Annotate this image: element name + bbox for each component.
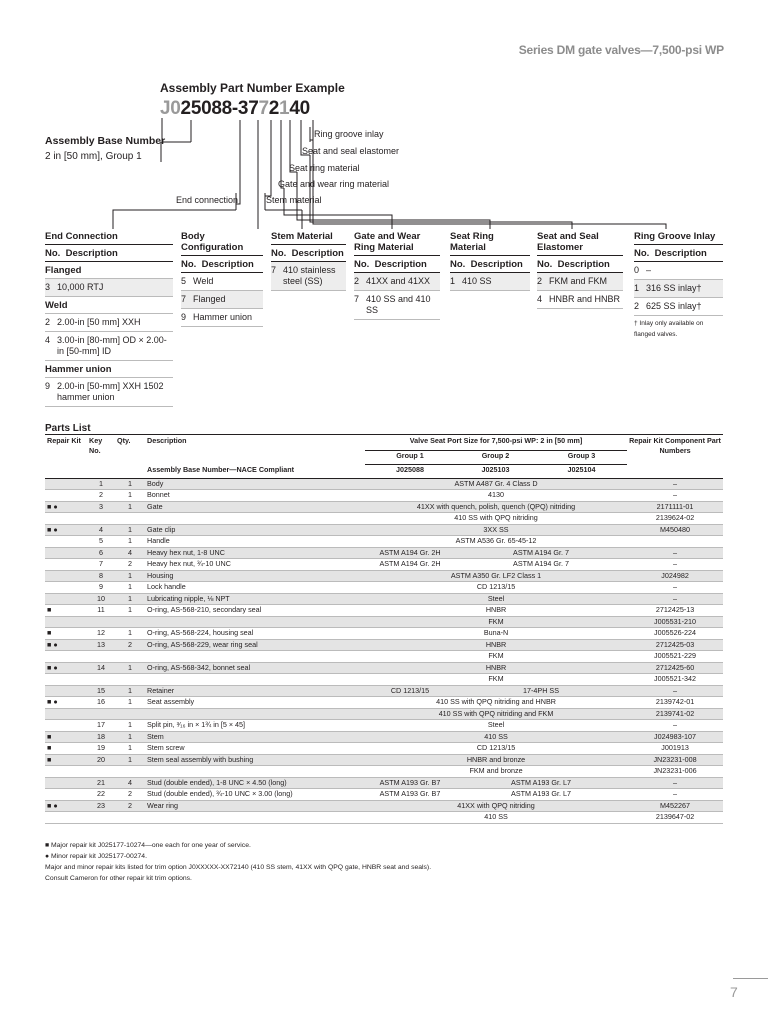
stem-material-col-headers: No. Description — [271, 245, 346, 262]
material-all-groups: HNBR — [365, 639, 627, 651]
part-description — [145, 651, 365, 663]
quantity: 1 — [115, 720, 145, 732]
repair-kit-part-number: 2139741-02 — [627, 708, 723, 720]
repair-kit-part-number: M452267 — [627, 800, 723, 812]
repair-kit-part-number: – — [627, 720, 723, 732]
parts-row — [45, 697, 723, 709]
seat-seal-row: 2 FKM and FKM — [537, 273, 623, 291]
repair-kit-part-number: 2139742-01 — [627, 697, 723, 709]
parts-row — [45, 616, 723, 628]
gate-wear-ring-row: 2 41XX and 41XX — [354, 273, 440, 291]
parts-row — [45, 570, 723, 582]
col-description: Description — [147, 436, 187, 445]
repair-kit-marker — [45, 777, 87, 789]
material-all-groups: FKM — [365, 651, 627, 663]
col-repair-kit: Repair Kit — [47, 436, 81, 445]
callout-seat-ring: Seat ring material — [289, 163, 360, 173]
col-valve-seat-port: Valve Seat Port Size for 7,500-psi WP: 2 in [50 mm] — [365, 436, 627, 451]
part-description: Body — [145, 478, 365, 490]
repair-kit-marker: ■ ● — [45, 524, 87, 536]
quantity: 1 — [115, 685, 145, 697]
part-number-example-heading: Assembly Part Number Example — [160, 81, 345, 95]
repair-kit-marker: ■ ● — [45, 501, 87, 513]
quantity — [115, 651, 145, 663]
end-connection-col-headers: No. Description — [45, 245, 173, 262]
quantity — [115, 616, 145, 628]
repair-kit-marker — [45, 559, 87, 571]
material-all-groups: CD 1213/15 — [365, 743, 627, 755]
quantity: 1 — [115, 662, 145, 674]
parts-row — [45, 812, 723, 824]
parts-row — [45, 582, 723, 594]
parts-row — [45, 685, 723, 697]
quantity: 1 — [115, 490, 145, 502]
callout-ring-groove: Ring groove inlay — [314, 129, 384, 139]
base-number-label: Assembly Base Number — [45, 135, 166, 147]
repair-kit-part-number: – — [627, 490, 723, 502]
material-all-groups: 410 SS with QPQ nitriding and HNBR — [365, 697, 627, 709]
key-number: 22 — [87, 789, 115, 801]
body-configuration-title: Body Configuration — [181, 231, 263, 256]
parts-row — [45, 524, 723, 536]
part-description: Stud (double ended), ¾-10 UNC × 3.00 (long) — [145, 789, 365, 801]
callout-gate-wear: Gate and wear ring material — [278, 179, 390, 189]
parts-row — [45, 536, 723, 548]
key-number: 6 — [87, 547, 115, 559]
material-all-groups: CD 1213/15 — [365, 582, 627, 594]
seat-ring-title: Seat Ring Material — [450, 231, 530, 256]
material-group-1: ASTM A194 Gr. 2H — [365, 547, 455, 559]
key-number: 18 — [87, 731, 115, 743]
key-number: 23 — [87, 800, 115, 812]
material-all-groups: 3XX SS — [365, 524, 627, 536]
material-all-groups: FKM and bronze — [365, 766, 627, 778]
quantity: 1 — [115, 743, 145, 755]
part-number-segment: J0 — [160, 98, 181, 119]
parts-list-table — [45, 436, 723, 824]
footnote-major-kit: ■ Major repair kit J025177-10274—one each for one year of service. — [45, 842, 251, 849]
key-number: 4 — [87, 524, 115, 536]
part-description: Heavy hex nut, ¾-10 UNC — [145, 559, 365, 571]
key-number: 10 — [87, 593, 115, 605]
repair-kit-part-number: J024983-107 — [627, 731, 723, 743]
base-number-row-label: Assembly Base Number—NACE Compliant — [145, 465, 365, 479]
key-number: 8 — [87, 570, 115, 582]
quantity: 1 — [115, 593, 145, 605]
part-description — [145, 674, 365, 686]
repair-kit-part-number: 2712425-03 — [627, 639, 723, 651]
repair-kit-part-number: JN23231-008 — [627, 754, 723, 766]
repair-kit-marker: ■ — [45, 754, 87, 766]
part-description: Lock handle — [145, 582, 365, 594]
repair-kit-marker — [45, 766, 87, 778]
key-number: 9 — [87, 582, 115, 594]
parts-row — [45, 662, 723, 674]
key-number: 2 — [87, 490, 115, 502]
repair-kit-part-number: 2712425-60 — [627, 662, 723, 674]
repair-kit-part-number: 2139624-02 — [627, 513, 723, 525]
col-repair-kit-component: Repair Kit Component Part Numbers — [629, 436, 721, 455]
stem-material-title: Stem Material — [271, 231, 346, 245]
part-number-segment: 1 — [279, 98, 290, 119]
material-group-1: ASTM A193 Gr. B7 — [365, 777, 455, 789]
material-all-groups: HNBR and bronze — [365, 754, 627, 766]
material-all-groups: Steel — [365, 720, 627, 732]
material-all-groups: FKM — [365, 674, 627, 686]
parts-row — [45, 490, 723, 502]
material-all-groups: Steel — [365, 593, 627, 605]
base-number-value: 2 in [50 mm], Group 1 — [45, 151, 142, 162]
key-number: 21 — [87, 777, 115, 789]
part-number-segment: 7 — [258, 98, 269, 119]
part-description: O-ring, AS-568-229, wear ring seal — [145, 639, 365, 651]
material-all-groups: 41XX with quench, polish, quench (QPQ) nitriding — [365, 501, 627, 513]
quantity: 2 — [115, 800, 145, 812]
repair-kit-part-number: – — [627, 547, 723, 559]
material-all-groups: 4130 — [365, 490, 627, 502]
series-title: Series DM gate valves—7,500-psi WP — [518, 43, 724, 57]
end-connection-title: End Connection — [45, 231, 173, 245]
end-connection-table — [45, 231, 173, 407]
repair-kit-marker — [45, 490, 87, 502]
quantity: 1 — [115, 605, 145, 617]
repair-kit-part-number: 2171111-01 — [627, 501, 723, 513]
part-description: Stem screw — [145, 743, 365, 755]
part-number-segment: 3 — [237, 98, 249, 119]
part-description — [145, 616, 365, 628]
gate-wear-ring-title: Gate and Wear Ring Material — [354, 231, 440, 256]
material-group-2-3: ASTM A193 Gr. L7 — [455, 777, 627, 789]
key-number — [87, 812, 115, 824]
parts-row — [45, 777, 723, 789]
parts-row — [45, 731, 723, 743]
parts-row — [45, 651, 723, 663]
part-description: Heavy hex nut, 1-8 UNC — [145, 547, 365, 559]
repair-kit-marker — [45, 582, 87, 594]
part-number-segment: 4 — [289, 98, 300, 119]
seat-seal-row: 4 HNBR and HNBR — [537, 291, 623, 309]
footnote-minor-kit: ● Minor repair kit J025177-00274. — [45, 853, 147, 860]
repair-kit-marker: ■ ● — [45, 697, 87, 709]
repair-kit-part-number: – — [627, 593, 723, 605]
parts-row — [45, 605, 723, 617]
part-description: Bonnet — [145, 490, 365, 502]
repair-kit-part-number: JN23231-006 — [627, 766, 723, 778]
part-description — [145, 812, 365, 824]
repair-kit-marker — [45, 616, 87, 628]
repair-kit-part-number: – — [627, 559, 723, 571]
quantity — [115, 766, 145, 778]
repair-kit-marker: ■ ● — [45, 639, 87, 651]
parts-row — [45, 754, 723, 766]
ring-groove-title: Ring Groove Inlay — [634, 231, 723, 245]
part-description: O-ring, AS-568-210, secondary seal — [145, 605, 365, 617]
quantity: 1 — [115, 582, 145, 594]
quantity: 1 — [115, 731, 145, 743]
part-number-segment: 0 — [299, 98, 310, 119]
key-number: 12 — [87, 628, 115, 640]
part-number-segment: 25088 — [180, 98, 232, 119]
quantity: 4 — [115, 547, 145, 559]
quantity: 1 — [115, 570, 145, 582]
material-all-groups: ASTM A536 Gr. 65-45-12 — [365, 536, 627, 548]
parts-list-rule — [45, 434, 723, 435]
base-number-group-1: J025088 — [365, 465, 455, 479]
repair-kit-marker — [45, 720, 87, 732]
part-description: Lubricating nipple, ⅛ NPT — [145, 593, 365, 605]
parts-row — [45, 501, 723, 513]
col-group-1: Group 1 — [365, 451, 455, 465]
col-group-2: Group 2 — [455, 451, 536, 465]
seat-ring-table — [450, 231, 530, 291]
key-number — [87, 616, 115, 628]
quantity: 1 — [115, 754, 145, 766]
repair-kit-part-number: 2139647-02 — [627, 812, 723, 824]
material-group-1: ASTM A193 Gr. B7 — [365, 789, 455, 801]
footnote-consult: Consult Cameron for other repair kit trim options. — [45, 875, 192, 882]
key-number — [87, 674, 115, 686]
stem-material-row: 7 410 stainless steel (SS) — [271, 262, 346, 291]
repair-kit-marker — [45, 513, 87, 525]
part-description — [145, 766, 365, 778]
parts-row — [45, 559, 723, 571]
key-number: 1 — [87, 478, 115, 490]
parts-row — [45, 720, 723, 732]
material-all-groups: ASTM A350 Gr. LF2 Class 1 — [365, 570, 627, 582]
material-group-1: CD 1213/15 — [365, 685, 455, 697]
repair-kit-part-number: – — [627, 777, 723, 789]
repair-kit-part-number: – — [627, 582, 723, 594]
key-number: 7 — [87, 559, 115, 571]
parts-row — [45, 800, 723, 812]
repair-kit-marker — [45, 789, 87, 801]
parts-row — [45, 593, 723, 605]
repair-kit-marker: ■ — [45, 743, 87, 755]
key-number: 19 — [87, 743, 115, 755]
repair-kit-marker — [45, 536, 87, 548]
part-description — [145, 708, 365, 720]
material-group-2-3: 17-4PH SS — [455, 685, 627, 697]
footnote-trim-option: Major and minor repair kits listed for trim option J0XXXXX-XX72140 (410 SS stem, 41XX with QPQ gate, HNBR seat and seals). — [45, 864, 432, 871]
parts-row — [45, 743, 723, 755]
stem-material-table — [271, 231, 346, 291]
material-all-groups: HNBR — [365, 605, 627, 617]
ring-groove-col-headers: No. Description — [634, 245, 723, 262]
key-number — [87, 651, 115, 663]
footnotes — [45, 840, 431, 884]
key-number — [87, 708, 115, 720]
part-description: Wear ring — [145, 800, 365, 812]
gate-wear-ring-row: 7 410 SS and 410 SS — [354, 291, 440, 320]
repair-kit-marker — [45, 651, 87, 663]
key-number: 17 — [87, 720, 115, 732]
repair-kit-marker — [45, 812, 87, 824]
material-group-1: ASTM A194 Gr. 2H — [365, 559, 455, 571]
quantity: 1 — [115, 628, 145, 640]
gate-wear-ring-table — [354, 231, 440, 320]
repair-kit-part-number: M450480 — [627, 524, 723, 536]
quantity: 1 — [115, 501, 145, 513]
ring-groove-table — [634, 231, 723, 340]
repair-kit-part-number — [627, 536, 723, 548]
part-description: O-ring, AS-568-342, bonnet seal — [145, 662, 365, 674]
end-connection-row: 9 2.00-in [50-mm] XXH 1502 hammer union — [45, 378, 173, 407]
end-connection-group: Weld — [45, 297, 173, 314]
page-number: 7 — [730, 984, 738, 1000]
repair-kit-marker: ■ — [45, 731, 87, 743]
part-description: Split pin, ³⁄₁₆ in × 1¾ in [5 × 45] — [145, 720, 365, 732]
quantity — [115, 674, 145, 686]
repair-kit-part-number: – — [627, 685, 723, 697]
parts-list-title: Parts List — [45, 423, 91, 434]
material-all-groups: Buna-N — [365, 628, 627, 640]
repair-kit-part-number: J005521-229 — [627, 651, 723, 663]
key-number: 11 — [87, 605, 115, 617]
body-configuration-row: 7 Flanged — [181, 291, 263, 309]
base-number-group-2: J025103 — [455, 465, 536, 479]
quantity — [115, 708, 145, 720]
seat-ring-col-headers: No. Description — [450, 256, 530, 273]
material-all-groups: ASTM A487 Gr. 4 Class D — [365, 478, 627, 490]
part-description: Stem — [145, 731, 365, 743]
body-configuration-col-headers: No. Description — [181, 256, 263, 273]
seat-ring-row: 1 410 SS — [450, 273, 530, 291]
end-connection-row: 3 10,000 RTJ — [45, 279, 173, 297]
part-number-segment: 2 — [268, 98, 280, 119]
part-description: Housing — [145, 570, 365, 582]
body-configuration-row: 5 Weld — [181, 273, 263, 291]
repair-kit-part-number: – — [627, 478, 723, 490]
quantity — [115, 513, 145, 525]
ring-groove-row: 1 316 SS inlay† — [634, 280, 723, 298]
body-configuration-table — [181, 231, 263, 327]
gate-wear-ring-col-headers: No. Description — [354, 256, 440, 273]
repair-kit-marker — [45, 547, 87, 559]
quantity: 1 — [115, 697, 145, 709]
repair-kit-part-number: J005521-342 — [627, 674, 723, 686]
part-description: O-ring, AS-568-224, housing seal — [145, 628, 365, 640]
repair-kit-part-number: 2712425-13 — [627, 605, 723, 617]
key-number: 5 — [87, 536, 115, 548]
part-description: Seat assembly — [145, 697, 365, 709]
repair-kit-part-number: J005531-210 — [627, 616, 723, 628]
material-all-groups: 410 SS — [365, 731, 627, 743]
repair-kit-marker: ■ — [45, 628, 87, 640]
part-description — [145, 513, 365, 525]
part-number-segment: 7 — [248, 98, 259, 119]
material-group-2-3: ASTM A194 Gr. 7 — [455, 547, 627, 559]
ring-groove-row: 2 625 SS inlay† — [634, 298, 723, 316]
key-number: 15 — [87, 685, 115, 697]
end-connection-group: Flanged — [45, 262, 173, 279]
key-number: 16 — [87, 697, 115, 709]
callout-seat-seal: Seat and seal elastomer — [302, 146, 400, 156]
end-connection-row: 2 2.00-in [50 mm] XXH — [45, 314, 173, 332]
end-connection-group: Hammer union — [45, 361, 173, 378]
repair-kit-marker — [45, 685, 87, 697]
quantity: 1 — [115, 536, 145, 548]
repair-kit-marker — [45, 478, 87, 490]
parts-row — [45, 708, 723, 720]
parts-row — [45, 766, 723, 778]
col-group-3: Group 3 — [536, 451, 627, 465]
end-connection-row: 4 3.00-in [80-mm] OD × 2.00-in [50-mm] ID — [45, 332, 173, 361]
quantity: 2 — [115, 639, 145, 651]
ring-groove-row: 0 – — [634, 262, 723, 280]
material-all-groups: HNBR — [365, 662, 627, 674]
seat-seal-table — [537, 231, 623, 309]
col-key-no: Key No. — [89, 436, 103, 455]
callout-stem: Stem material — [266, 195, 322, 205]
repair-kit-part-number: J024982 — [627, 570, 723, 582]
seat-seal-title: Seat and Seal Elastomer — [537, 231, 623, 256]
repair-kit-marker — [45, 570, 87, 582]
parts-row — [45, 478, 723, 490]
parts-row — [45, 674, 723, 686]
key-number: 3 — [87, 501, 115, 513]
key-number: 14 — [87, 662, 115, 674]
seat-seal-col-headers: No. Description — [537, 256, 623, 273]
repair-kit-marker — [45, 674, 87, 686]
key-number: 13 — [87, 639, 115, 651]
part-description: Gate — [145, 501, 365, 513]
material-all-groups: 41XX with QPQ nitriding — [365, 800, 627, 812]
part-description: Stem seal assembly with bushing — [145, 754, 365, 766]
repair-kit-part-number: – — [627, 789, 723, 801]
key-number: 20 — [87, 754, 115, 766]
page-number-rule — [733, 978, 768, 979]
parts-row — [45, 547, 723, 559]
repair-kit-part-number: J005526-224 — [627, 628, 723, 640]
material-group-2-3: ASTM A194 Gr. 7 — [455, 559, 627, 571]
material-all-groups: 410 SS — [365, 812, 627, 824]
part-description: Handle — [145, 536, 365, 548]
repair-kit-marker: ■ ● — [45, 800, 87, 812]
parts-row — [45, 789, 723, 801]
material-all-groups: FKM — [365, 616, 627, 628]
parts-row — [45, 628, 723, 640]
quantity: 1 — [115, 524, 145, 536]
key-number — [87, 513, 115, 525]
parts-row — [45, 513, 723, 525]
quantity — [115, 812, 145, 824]
material-all-groups: 410 SS with QPQ nitriding and FKM — [365, 708, 627, 720]
quantity: 4 — [115, 777, 145, 789]
repair-kit-marker: ■ — [45, 605, 87, 617]
repair-kit-marker: ■ ● — [45, 662, 87, 674]
part-description: Stud (double ended), 1-8 UNC × 4.50 (long) — [145, 777, 365, 789]
body-configuration-row: 9 Hammer union — [181, 309, 263, 327]
key-number — [87, 766, 115, 778]
base-number-group-3: J025104 — [536, 465, 627, 479]
quantity: 2 — [115, 789, 145, 801]
col-qty: Qty. — [117, 436, 131, 445]
material-group-2-3: ASTM A193 Gr. L7 — [455, 789, 627, 801]
quantity: 1 — [115, 478, 145, 490]
parts-row — [45, 639, 723, 651]
part-description: Retainer — [145, 685, 365, 697]
repair-kit-marker — [45, 708, 87, 720]
part-number-segment: - — [231, 98, 238, 119]
ring-groove-note: † Inlay only available on flanged valves. — [634, 320, 704, 338]
repair-kit-part-number: J001913 — [627, 743, 723, 755]
part-description: Gate clip — [145, 524, 365, 536]
callout-end-connection: End connection — [176, 195, 239, 205]
material-all-groups: 410 SS with QPQ nitriding — [365, 513, 627, 525]
quantity: 2 — [115, 559, 145, 571]
repair-kit-marker — [45, 593, 87, 605]
